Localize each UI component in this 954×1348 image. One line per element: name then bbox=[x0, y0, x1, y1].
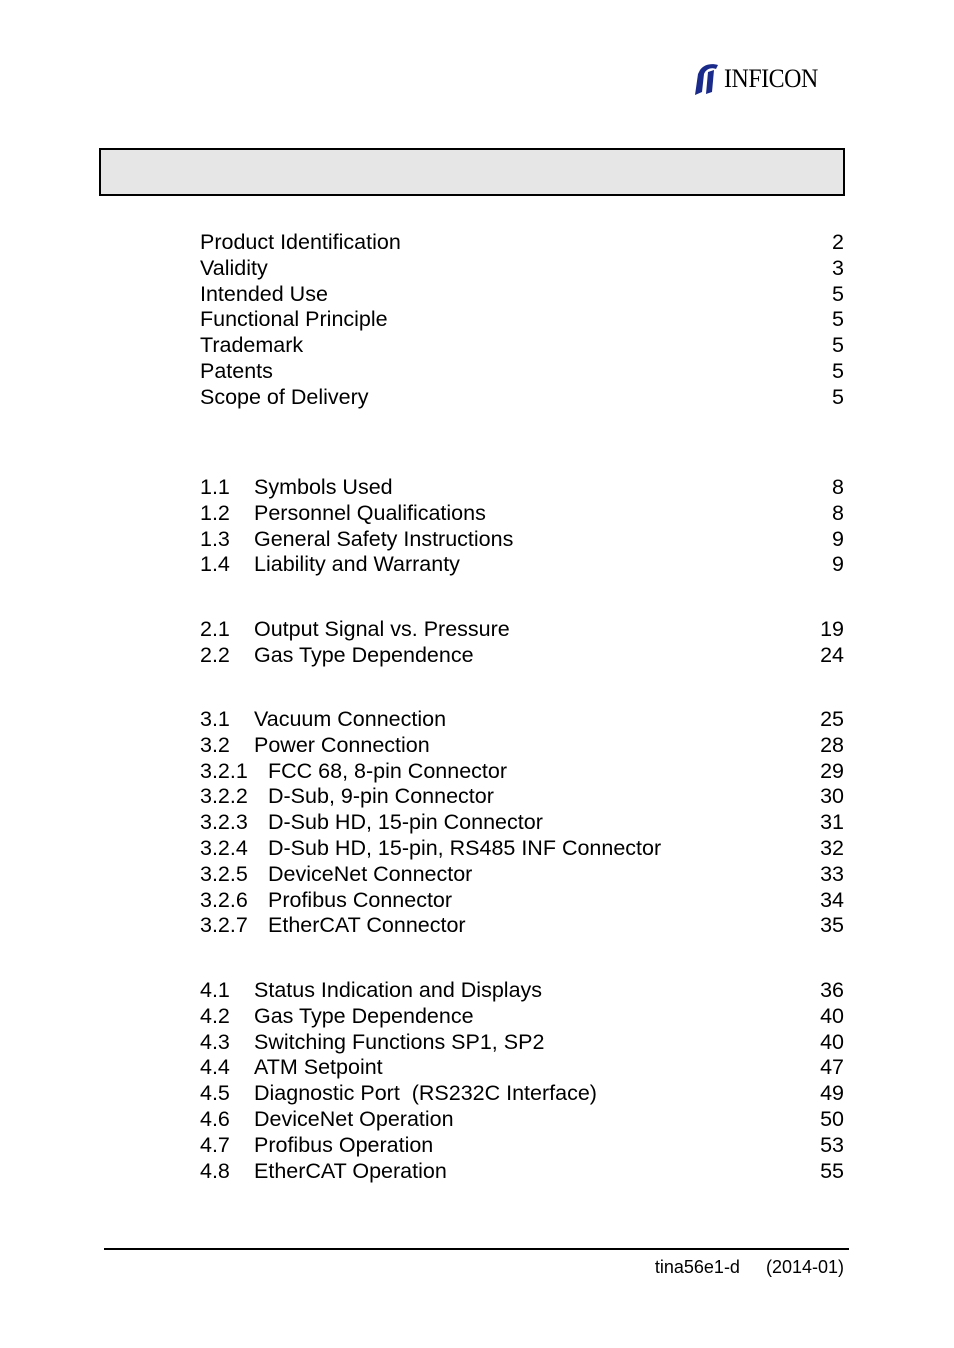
toc-number: 3.2.7 bbox=[200, 913, 248, 938]
toc-number: 4.6 bbox=[200, 1106, 230, 1131]
toc-entry[interactable] bbox=[200, 552, 844, 578]
brand-name: INFICON bbox=[724, 64, 818, 93]
toc-page: 5 bbox=[832, 307, 844, 332]
toc-group-front-matter bbox=[200, 230, 844, 411]
toc-label: Personnel Qualifications bbox=[254, 500, 486, 525]
toc-number: 1.4 bbox=[200, 552, 230, 577]
toc-label: Validity bbox=[200, 255, 268, 280]
toc-number: 3.2.6 bbox=[200, 887, 248, 912]
toc-label: Liability and Warranty bbox=[254, 552, 460, 577]
toc-entry[interactable] bbox=[200, 913, 844, 939]
toc-label: Vacuum Connection bbox=[254, 707, 447, 731]
toc-page: 47 bbox=[820, 1055, 844, 1080]
toc-label: Gas Type Dependence bbox=[254, 1003, 474, 1028]
page-footer bbox=[655, 1256, 844, 1278]
toc-entry[interactable] bbox=[200, 1004, 844, 1030]
toc-page: 5 bbox=[832, 384, 844, 409]
toc-label: D-Sub, 9-pin Connector bbox=[268, 784, 494, 809]
toc-number: 3.2.3 bbox=[200, 810, 248, 835]
toc-entry[interactable] bbox=[200, 282, 844, 308]
toc-label: Switching Functions SP1, SP2 bbox=[254, 1029, 545, 1054]
toc-label: EtherCAT Operation bbox=[254, 1158, 447, 1183]
toc-page: 19 bbox=[820, 617, 844, 641]
toc-number: 3.2.2 bbox=[200, 784, 248, 809]
footer-divider bbox=[104, 1248, 849, 1250]
toc-number: 1.2 bbox=[200, 500, 230, 525]
toc-page: 40 bbox=[820, 1003, 844, 1028]
toc-page: 24 bbox=[820, 642, 844, 667]
toc-number: 4.3 bbox=[200, 1029, 230, 1054]
toc-label: Profibus Connector bbox=[268, 887, 453, 912]
toc-label: FCC 68, 8-pin Connector bbox=[268, 758, 507, 783]
toc-number: 4.1 bbox=[200, 978, 230, 1002]
toc-label: Output Signal vs. Pressure bbox=[254, 617, 510, 641]
toc-label: D-Sub HD, 15-pin Connector bbox=[268, 810, 543, 835]
toc-group-section-4 bbox=[200, 978, 844, 1184]
toc-entry[interactable] bbox=[200, 733, 844, 759]
toc-page: 36 bbox=[820, 978, 844, 1002]
toc-entry[interactable] bbox=[200, 643, 844, 669]
document-id: tina56e1-d bbox=[654, 1257, 740, 1277]
toc-number: 4.2 bbox=[200, 1003, 230, 1028]
toc-label: Symbols Used bbox=[254, 475, 393, 499]
toc-number: 2.2 bbox=[200, 642, 230, 667]
contents-title-box bbox=[99, 148, 845, 196]
toc-page: 9 bbox=[832, 552, 844, 577]
toc-number: 3.2.1 bbox=[200, 758, 248, 783]
toc-page: 31 bbox=[820, 810, 844, 835]
toc-label: ATM Setpoint bbox=[254, 1055, 383, 1080]
toc-entry[interactable] bbox=[200, 307, 844, 333]
toc-page: 5 bbox=[832, 358, 844, 383]
toc-page: 3 bbox=[832, 255, 844, 280]
toc-label: D-Sub HD, 15-pin, RS485 INF Connector bbox=[268, 835, 662, 860]
toc-entry[interactable] bbox=[200, 1159, 844, 1185]
toc-page: 5 bbox=[832, 333, 844, 358]
toc-page: 9 bbox=[832, 526, 844, 551]
toc-label: Scope of Delivery bbox=[200, 384, 369, 409]
toc-entry[interactable] bbox=[200, 617, 844, 643]
toc-group-section-3 bbox=[200, 707, 844, 939]
toc-entry[interactable] bbox=[200, 836, 844, 862]
toc-entry[interactable] bbox=[200, 1081, 844, 1107]
toc-label: Diagnostic Port (RS232C Interface) bbox=[254, 1081, 597, 1106]
toc-page: 33 bbox=[820, 861, 844, 886]
toc-number: 4.8 bbox=[200, 1158, 230, 1183]
toc-label: Gas Type Dependence bbox=[254, 642, 474, 667]
toc-label: Patents bbox=[200, 358, 273, 383]
toc-page: 34 bbox=[820, 887, 844, 912]
inficon-logo-icon bbox=[694, 62, 722, 96]
toc-label: DeviceNet Operation bbox=[254, 1106, 454, 1131]
toc-entry[interactable] bbox=[200, 1133, 844, 1159]
toc-entry[interactable] bbox=[200, 333, 844, 359]
toc-page: 40 bbox=[820, 1029, 844, 1054]
toc-entry[interactable] bbox=[200, 527, 844, 553]
toc-label: Functional Principle bbox=[200, 307, 388, 332]
toc-page: 53 bbox=[820, 1132, 844, 1157]
toc-page: 28 bbox=[820, 732, 844, 757]
toc-page: 2 bbox=[832, 230, 844, 254]
toc-entry[interactable] bbox=[200, 810, 844, 836]
toc-entry[interactable] bbox=[200, 1030, 844, 1056]
toc-number: 4.7 bbox=[200, 1132, 230, 1157]
toc-entry[interactable] bbox=[200, 475, 844, 501]
toc-page: 8 bbox=[832, 475, 844, 499]
toc-entry[interactable] bbox=[200, 978, 844, 1004]
toc-page: 25 bbox=[820, 707, 844, 731]
toc-entry[interactable] bbox=[200, 1107, 844, 1133]
toc-group-section-2 bbox=[200, 617, 844, 669]
toc-number: 3.2.4 bbox=[200, 835, 248, 860]
toc-entry[interactable] bbox=[200, 888, 844, 914]
toc-page: 55 bbox=[820, 1158, 844, 1183]
toc-label: Trademark bbox=[200, 333, 304, 358]
toc-entry[interactable] bbox=[200, 256, 844, 282]
toc-page: 32 bbox=[820, 835, 844, 860]
toc-entry[interactable] bbox=[200, 862, 844, 888]
toc-page: 50 bbox=[820, 1106, 844, 1131]
toc-entry[interactable] bbox=[200, 1055, 844, 1081]
toc-number: 2.1 bbox=[200, 617, 230, 641]
document-date: (2014-01) bbox=[765, 1257, 844, 1277]
toc-number: 3.2.5 bbox=[200, 861, 248, 886]
toc-entry[interactable] bbox=[200, 784, 844, 810]
toc-entry[interactable] bbox=[200, 359, 844, 385]
toc-page: 8 bbox=[832, 500, 844, 525]
toc-entry[interactable] bbox=[200, 385, 844, 411]
toc-page: 5 bbox=[832, 281, 844, 306]
toc-number: 3.2 bbox=[200, 732, 230, 757]
toc-label: EtherCAT Connector bbox=[268, 913, 466, 938]
toc-label: General Safety Instructions bbox=[254, 526, 514, 551]
toc-number: 3.1 bbox=[200, 707, 230, 731]
toc-number: 4.4 bbox=[200, 1055, 230, 1080]
toc-number: 4.5 bbox=[200, 1081, 230, 1106]
toc-label: Intended Use bbox=[200, 281, 328, 306]
toc-entry[interactable] bbox=[200, 230, 844, 256]
toc-page: 35 bbox=[820, 913, 844, 938]
toc-number: 1.3 bbox=[200, 526, 230, 551]
toc-page: 30 bbox=[820, 784, 844, 809]
toc-label: Product Identification bbox=[200, 230, 401, 254]
toc-label: DeviceNet Connector bbox=[268, 861, 473, 886]
toc-entry[interactable] bbox=[200, 707, 844, 733]
toc-group-section-1 bbox=[200, 475, 844, 578]
toc-label: Profibus Operation bbox=[254, 1132, 434, 1157]
brand-logo bbox=[694, 62, 826, 96]
toc-label: Power Connection bbox=[254, 732, 430, 757]
toc-page: 29 bbox=[820, 758, 844, 783]
toc-label: Status Indication and Displays bbox=[254, 978, 543, 1002]
toc-page: 49 bbox=[820, 1081, 844, 1106]
toc-entry[interactable] bbox=[200, 501, 844, 527]
toc-number: 1.1 bbox=[200, 475, 230, 499]
toc-entry[interactable] bbox=[200, 759, 844, 785]
